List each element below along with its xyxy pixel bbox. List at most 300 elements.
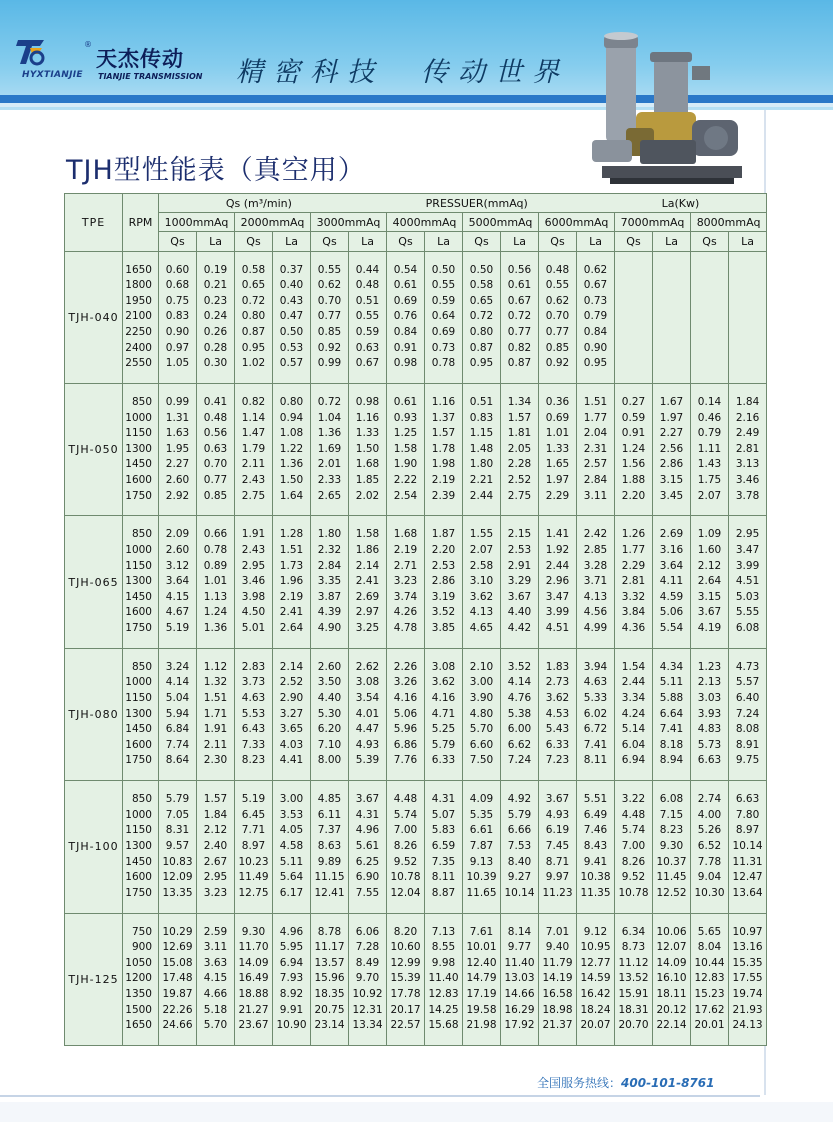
value: 8.64 xyxy=(165,754,190,767)
value: 3.16 xyxy=(659,544,684,557)
value: 2.81 xyxy=(621,575,646,588)
value: 0.67 xyxy=(583,279,608,292)
sub-header-qs: Qs xyxy=(311,232,349,251)
value: 4.01 xyxy=(355,707,380,720)
value: 9.97 xyxy=(545,871,570,884)
value: 11.15 xyxy=(314,871,345,884)
value: 0.67 xyxy=(507,294,532,307)
value: 0.83 xyxy=(165,310,190,323)
value: 3.08 xyxy=(431,660,456,673)
value: 3.67 xyxy=(545,793,570,806)
value: 2.19 xyxy=(431,474,456,487)
value-cell xyxy=(425,648,463,780)
value-cell xyxy=(729,648,767,780)
value: 8.11 xyxy=(583,754,608,767)
sub-header-la: La xyxy=(501,232,539,251)
value: 5.55 xyxy=(735,606,760,619)
value: 0.64 xyxy=(431,310,456,323)
value-cell xyxy=(235,781,273,913)
value: 22.26 xyxy=(162,1003,193,1016)
value: 4.11 xyxy=(659,575,684,588)
value: 2.28 xyxy=(507,458,532,471)
brand-latin-name: HYXTIANJIE xyxy=(22,70,83,80)
value-cell xyxy=(349,516,387,648)
value: 18.31 xyxy=(618,1003,649,1016)
value: 20.01 xyxy=(694,1019,725,1032)
value: 5.83 xyxy=(431,824,456,837)
sub-header-la: La xyxy=(729,232,767,251)
rpm-value: 1450 xyxy=(125,590,152,603)
rpm-cell xyxy=(123,516,159,648)
value: 6.00 xyxy=(507,723,532,736)
value: 6.72 xyxy=(583,723,608,736)
value: 0.40 xyxy=(279,279,304,292)
value: 6.45 xyxy=(241,808,266,821)
value: 10.06 xyxy=(656,925,687,938)
value: 3.27 xyxy=(279,707,304,720)
value: 0.48 xyxy=(355,279,380,292)
rpm-value: 850 xyxy=(131,396,152,409)
rpm-value: 1000 xyxy=(125,676,152,689)
value: 0.87 xyxy=(507,357,532,370)
value: 1.91 xyxy=(203,723,228,736)
value: 4.56 xyxy=(583,606,608,619)
value: 5.43 xyxy=(545,723,570,736)
value: 14.25 xyxy=(428,1003,459,1016)
value: 4.96 xyxy=(355,824,380,837)
value: 2.43 xyxy=(241,474,266,487)
value: 1.32 xyxy=(203,676,228,689)
value: 1.25 xyxy=(393,427,418,440)
value: 0.21 xyxy=(203,279,228,292)
value: 2.26 xyxy=(393,660,418,673)
value: 3.00 xyxy=(279,793,304,806)
value-cell xyxy=(235,516,273,648)
value: 7.78 xyxy=(697,855,722,868)
value: 2.41 xyxy=(279,606,304,619)
value: 17.55 xyxy=(732,972,763,985)
value: 9.57 xyxy=(165,840,190,853)
value: 1.36 xyxy=(317,427,342,440)
value: 12.07 xyxy=(656,941,687,954)
rpm-value: 1450 xyxy=(125,855,152,868)
col-header-rpm: RPM xyxy=(123,194,159,252)
value: 8.43 xyxy=(583,840,608,853)
value: 5.61 xyxy=(355,840,380,853)
value-cell xyxy=(197,648,235,780)
value-cell xyxy=(273,913,311,1045)
value-cell xyxy=(615,383,653,515)
value: 0.87 xyxy=(241,326,266,339)
value: 9.91 xyxy=(279,1003,304,1016)
value: 0.84 xyxy=(393,326,418,339)
value: 2.65 xyxy=(317,489,342,502)
value: 3.19 xyxy=(431,590,456,603)
value: 0.70 xyxy=(545,310,570,323)
header-row-groups xyxy=(65,194,767,213)
value-cell xyxy=(425,516,463,648)
value: 8.11 xyxy=(431,871,456,884)
value: 5.88 xyxy=(659,692,684,705)
value: 5.79 xyxy=(431,738,456,751)
value: 2.20 xyxy=(621,489,646,502)
value: 0.89 xyxy=(203,559,228,572)
value: 4.15 xyxy=(203,972,228,985)
value: 0.99 xyxy=(317,357,342,370)
value-cell xyxy=(539,781,577,913)
value: 1.09 xyxy=(697,528,722,541)
value: 1.13 xyxy=(203,590,228,603)
value: 1.05 xyxy=(165,357,190,370)
value: 4.63 xyxy=(583,676,608,689)
value: 0.72 xyxy=(469,310,494,323)
value: 7.05 xyxy=(165,808,190,821)
model-name: TJH-040 xyxy=(65,251,123,383)
value: 3.23 xyxy=(203,886,228,899)
value: 0.80 xyxy=(241,310,266,323)
value: 4.51 xyxy=(545,622,570,635)
value: 2.60 xyxy=(165,474,190,487)
value: 16.49 xyxy=(238,972,269,985)
value: 5.54 xyxy=(659,622,684,635)
sub-header-qs: Qs xyxy=(235,232,273,251)
value: 5.33 xyxy=(583,692,608,705)
value: 5.96 xyxy=(393,723,418,736)
value: 1.36 xyxy=(279,458,304,471)
rpm-value: 1450 xyxy=(125,723,152,736)
value: 8.55 xyxy=(431,941,456,954)
value: 8.94 xyxy=(659,754,684,767)
value-cell xyxy=(273,781,311,913)
value: 10.92 xyxy=(352,988,383,1001)
value: 5.74 xyxy=(621,824,646,837)
pressure-header: 3000mmAq xyxy=(311,213,387,232)
value: 3.47 xyxy=(545,590,570,603)
value: 1.51 xyxy=(203,692,228,705)
value: 10.95 xyxy=(580,941,611,954)
value: 9.98 xyxy=(431,956,456,969)
value: 5.30 xyxy=(317,707,342,720)
value: 8.63 xyxy=(317,840,342,853)
value: 1.57 xyxy=(431,427,456,440)
value: 2.92 xyxy=(165,489,190,502)
value-cell xyxy=(159,781,197,913)
value: 6.17 xyxy=(279,886,304,899)
value: 10.97 xyxy=(732,925,763,938)
value: 0.87 xyxy=(469,341,494,354)
value: 4.58 xyxy=(279,840,304,853)
value: 11.79 xyxy=(542,956,573,969)
value: 0.93 xyxy=(393,411,418,424)
value: 4.78 xyxy=(393,622,418,635)
value: 10.90 xyxy=(276,1019,307,1032)
value: 22.14 xyxy=(656,1019,687,1032)
rpm-value: 1000 xyxy=(125,808,152,821)
rpm-value: 1150 xyxy=(125,824,152,837)
sub-header-la: La xyxy=(349,232,387,251)
value: 8.26 xyxy=(621,855,646,868)
value-cell xyxy=(539,251,577,383)
value: 1.80 xyxy=(317,528,342,541)
value: 6.33 xyxy=(431,754,456,767)
value: 1.65 xyxy=(545,458,570,471)
rpm-value: 1600 xyxy=(125,738,152,751)
value: 5.95 xyxy=(279,941,304,954)
value: 5.70 xyxy=(469,723,494,736)
value: 0.72 xyxy=(241,294,266,307)
model-name: TJH-125 xyxy=(65,913,123,1045)
value: 8.18 xyxy=(659,738,684,751)
value: 2.64 xyxy=(279,622,304,635)
value: 0.77 xyxy=(203,474,228,487)
value: 0.61 xyxy=(393,396,418,409)
rpm-value: 1350 xyxy=(125,988,152,1001)
value: 4.26 xyxy=(393,606,418,619)
value: 5.14 xyxy=(621,723,646,736)
value: 3.29 xyxy=(507,575,532,588)
value: 3.71 xyxy=(583,575,608,588)
value: 0.75 xyxy=(165,294,190,307)
value: 3.84 xyxy=(621,606,646,619)
value: 7.74 xyxy=(165,738,190,751)
value: 1.79 xyxy=(241,442,266,455)
pressure-header: 4000mmAq xyxy=(387,213,463,232)
value-cell xyxy=(349,383,387,515)
sub-header-la: La xyxy=(273,232,311,251)
value: 1.54 xyxy=(621,660,646,673)
value: 1.92 xyxy=(545,544,570,557)
value: 2.74 xyxy=(697,793,722,806)
value: 14.09 xyxy=(656,956,687,969)
value: 2.20 xyxy=(431,544,456,557)
value: 1.90 xyxy=(393,458,418,471)
value: 2.27 xyxy=(165,458,190,471)
value: 1.51 xyxy=(583,396,608,409)
value: 9.12 xyxy=(583,925,608,938)
value: 2.07 xyxy=(697,489,722,502)
value: 2.60 xyxy=(165,544,190,557)
value-cell xyxy=(539,913,577,1045)
value: 0.23 xyxy=(203,294,228,307)
value: 2.84 xyxy=(317,559,342,572)
value: 6.63 xyxy=(735,793,760,806)
value: 4.93 xyxy=(355,738,380,751)
value: 20.07 xyxy=(580,1019,611,1032)
value: 9.04 xyxy=(697,871,722,884)
value: 1.96 xyxy=(279,575,304,588)
value: 6.33 xyxy=(545,738,570,751)
value: 0.59 xyxy=(355,326,380,339)
value: 0.55 xyxy=(355,310,380,323)
value: 3.23 xyxy=(393,575,418,588)
value: 4.50 xyxy=(241,606,266,619)
value: 7.46 xyxy=(583,824,608,837)
value: 6.94 xyxy=(621,754,646,767)
value-cell xyxy=(501,516,539,648)
rpm-value: 1150 xyxy=(125,559,152,572)
value: 0.59 xyxy=(621,411,646,424)
value: 24.66 xyxy=(162,1019,193,1032)
value: 10.29 xyxy=(162,925,193,938)
value: 0.46 xyxy=(697,411,722,424)
value: 4.83 xyxy=(697,723,722,736)
value: 13.34 xyxy=(352,1019,383,1032)
value: 1.78 xyxy=(431,442,456,455)
sub-header-qs: Qs xyxy=(615,232,653,251)
rpm-value: 850 xyxy=(131,793,152,806)
value: 9.75 xyxy=(735,754,760,767)
value: 2.49 xyxy=(735,427,760,440)
value: 1.58 xyxy=(355,528,380,541)
value-cell xyxy=(691,913,729,1045)
value: 2.22 xyxy=(393,474,418,487)
value: 0.55 xyxy=(317,263,342,276)
value: 10.14 xyxy=(732,840,763,853)
value: 3.62 xyxy=(431,676,456,689)
value: 11.17 xyxy=(314,941,345,954)
value: 0.82 xyxy=(241,396,266,409)
value: 3.22 xyxy=(621,793,646,806)
value: 13.64 xyxy=(732,886,763,899)
value: 11.40 xyxy=(504,956,535,969)
value: 1.37 xyxy=(431,411,456,424)
service-hotline xyxy=(537,1074,714,1091)
hotline-number: 400-101-8761 xyxy=(621,1076,715,1090)
value: 1.60 xyxy=(697,544,722,557)
value: 4.14 xyxy=(165,676,190,689)
value: 8.73 xyxy=(621,941,646,954)
value-cell xyxy=(615,251,653,383)
value: 0.80 xyxy=(469,326,494,339)
value: 3.78 xyxy=(735,489,760,502)
value: 10.39 xyxy=(466,871,497,884)
rpm-cell xyxy=(123,913,159,1045)
value-cell xyxy=(539,383,577,515)
value-cell xyxy=(615,516,653,648)
value: 1.95 xyxy=(165,442,190,455)
value: 1.08 xyxy=(279,427,304,440)
value-cell xyxy=(349,913,387,1045)
value: 1.14 xyxy=(241,411,266,424)
value: 7.55 xyxy=(355,886,380,899)
value-cell xyxy=(425,781,463,913)
rpm-value: 1750 xyxy=(125,622,152,635)
rpm-value: 1800 xyxy=(125,279,152,292)
value: 0.36 xyxy=(545,396,570,409)
value: 0.73 xyxy=(583,294,608,307)
value: 5.11 xyxy=(659,676,684,689)
value: 2.10 xyxy=(469,660,494,673)
value-cell xyxy=(463,516,501,648)
value: 2.19 xyxy=(279,590,304,603)
value-cell xyxy=(463,781,501,913)
value: 4.51 xyxy=(735,575,760,588)
value: 1.33 xyxy=(355,427,380,440)
sub-header-qs: Qs xyxy=(539,232,577,251)
value: 2.52 xyxy=(279,676,304,689)
model-name: TJH-065 xyxy=(65,516,123,648)
value: 3.35 xyxy=(317,575,342,588)
value-cell xyxy=(501,781,539,913)
value: 0.14 xyxy=(697,396,722,409)
value: 5.57 xyxy=(735,676,760,689)
value: 2.14 xyxy=(279,660,304,673)
value: 12.99 xyxy=(390,956,421,969)
pressure-header: 2000mmAq xyxy=(235,213,311,232)
value: 0.78 xyxy=(203,544,228,557)
value: 9.70 xyxy=(355,972,380,985)
value-cell xyxy=(653,383,691,515)
value-cell xyxy=(425,251,463,383)
value: 0.92 xyxy=(317,341,342,354)
value: 16.58 xyxy=(542,988,573,1001)
value: 5.79 xyxy=(507,808,532,821)
value: 11.12 xyxy=(618,956,649,969)
value-cell xyxy=(311,781,349,913)
value-cell xyxy=(691,516,729,648)
value: 6.40 xyxy=(735,692,760,705)
value: 1.84 xyxy=(203,808,228,821)
rpm-value: 2550 xyxy=(125,357,152,370)
value: 15.23 xyxy=(694,988,725,1001)
value: 4.31 xyxy=(355,808,380,821)
value: 4.14 xyxy=(507,676,532,689)
value-cell xyxy=(159,516,197,648)
value: 0.90 xyxy=(165,326,190,339)
value: 7.61 xyxy=(469,925,494,938)
value-cell xyxy=(197,781,235,913)
value: 21.98 xyxy=(466,1019,497,1032)
value-cell xyxy=(311,251,349,383)
value: 0.72 xyxy=(507,310,532,323)
rpm-value: 750 xyxy=(131,925,152,938)
value: 5.06 xyxy=(393,707,418,720)
value: 14.66 xyxy=(504,988,535,1001)
value-cell xyxy=(159,383,197,515)
brand-slogan: 精密科技 传动世界 xyxy=(236,57,569,88)
value: 4.47 xyxy=(355,723,380,736)
value: 0.50 xyxy=(469,263,494,276)
value-cell xyxy=(653,251,691,383)
value: 20.17 xyxy=(390,1003,421,1016)
value: 5.74 xyxy=(393,808,418,821)
value-cell xyxy=(577,383,615,515)
value: 2.05 xyxy=(507,442,532,455)
value: 1.48 xyxy=(469,442,494,455)
rpm-value: 850 xyxy=(131,660,152,673)
value: 11.45 xyxy=(656,871,687,884)
value: 7.53 xyxy=(507,840,532,853)
value-cell xyxy=(729,251,767,383)
value-cell xyxy=(311,913,349,1045)
rpm-value: 1600 xyxy=(125,474,152,487)
value: 17.48 xyxy=(162,972,193,985)
value: 5.35 xyxy=(469,808,494,821)
value: 16.42 xyxy=(580,988,611,1001)
value: 2.59 xyxy=(203,925,228,938)
value: 20.75 xyxy=(314,1003,345,1016)
value-cell xyxy=(349,648,387,780)
value: 1.57 xyxy=(507,411,532,424)
value: 4.59 xyxy=(659,590,684,603)
value: 2.84 xyxy=(583,474,608,487)
rpm-value: 850 xyxy=(131,528,152,541)
value: 3.15 xyxy=(659,474,684,487)
value: 2.60 xyxy=(317,660,342,673)
value-cell xyxy=(577,251,615,383)
value: 6.34 xyxy=(621,925,646,938)
value: 9.52 xyxy=(393,855,418,868)
